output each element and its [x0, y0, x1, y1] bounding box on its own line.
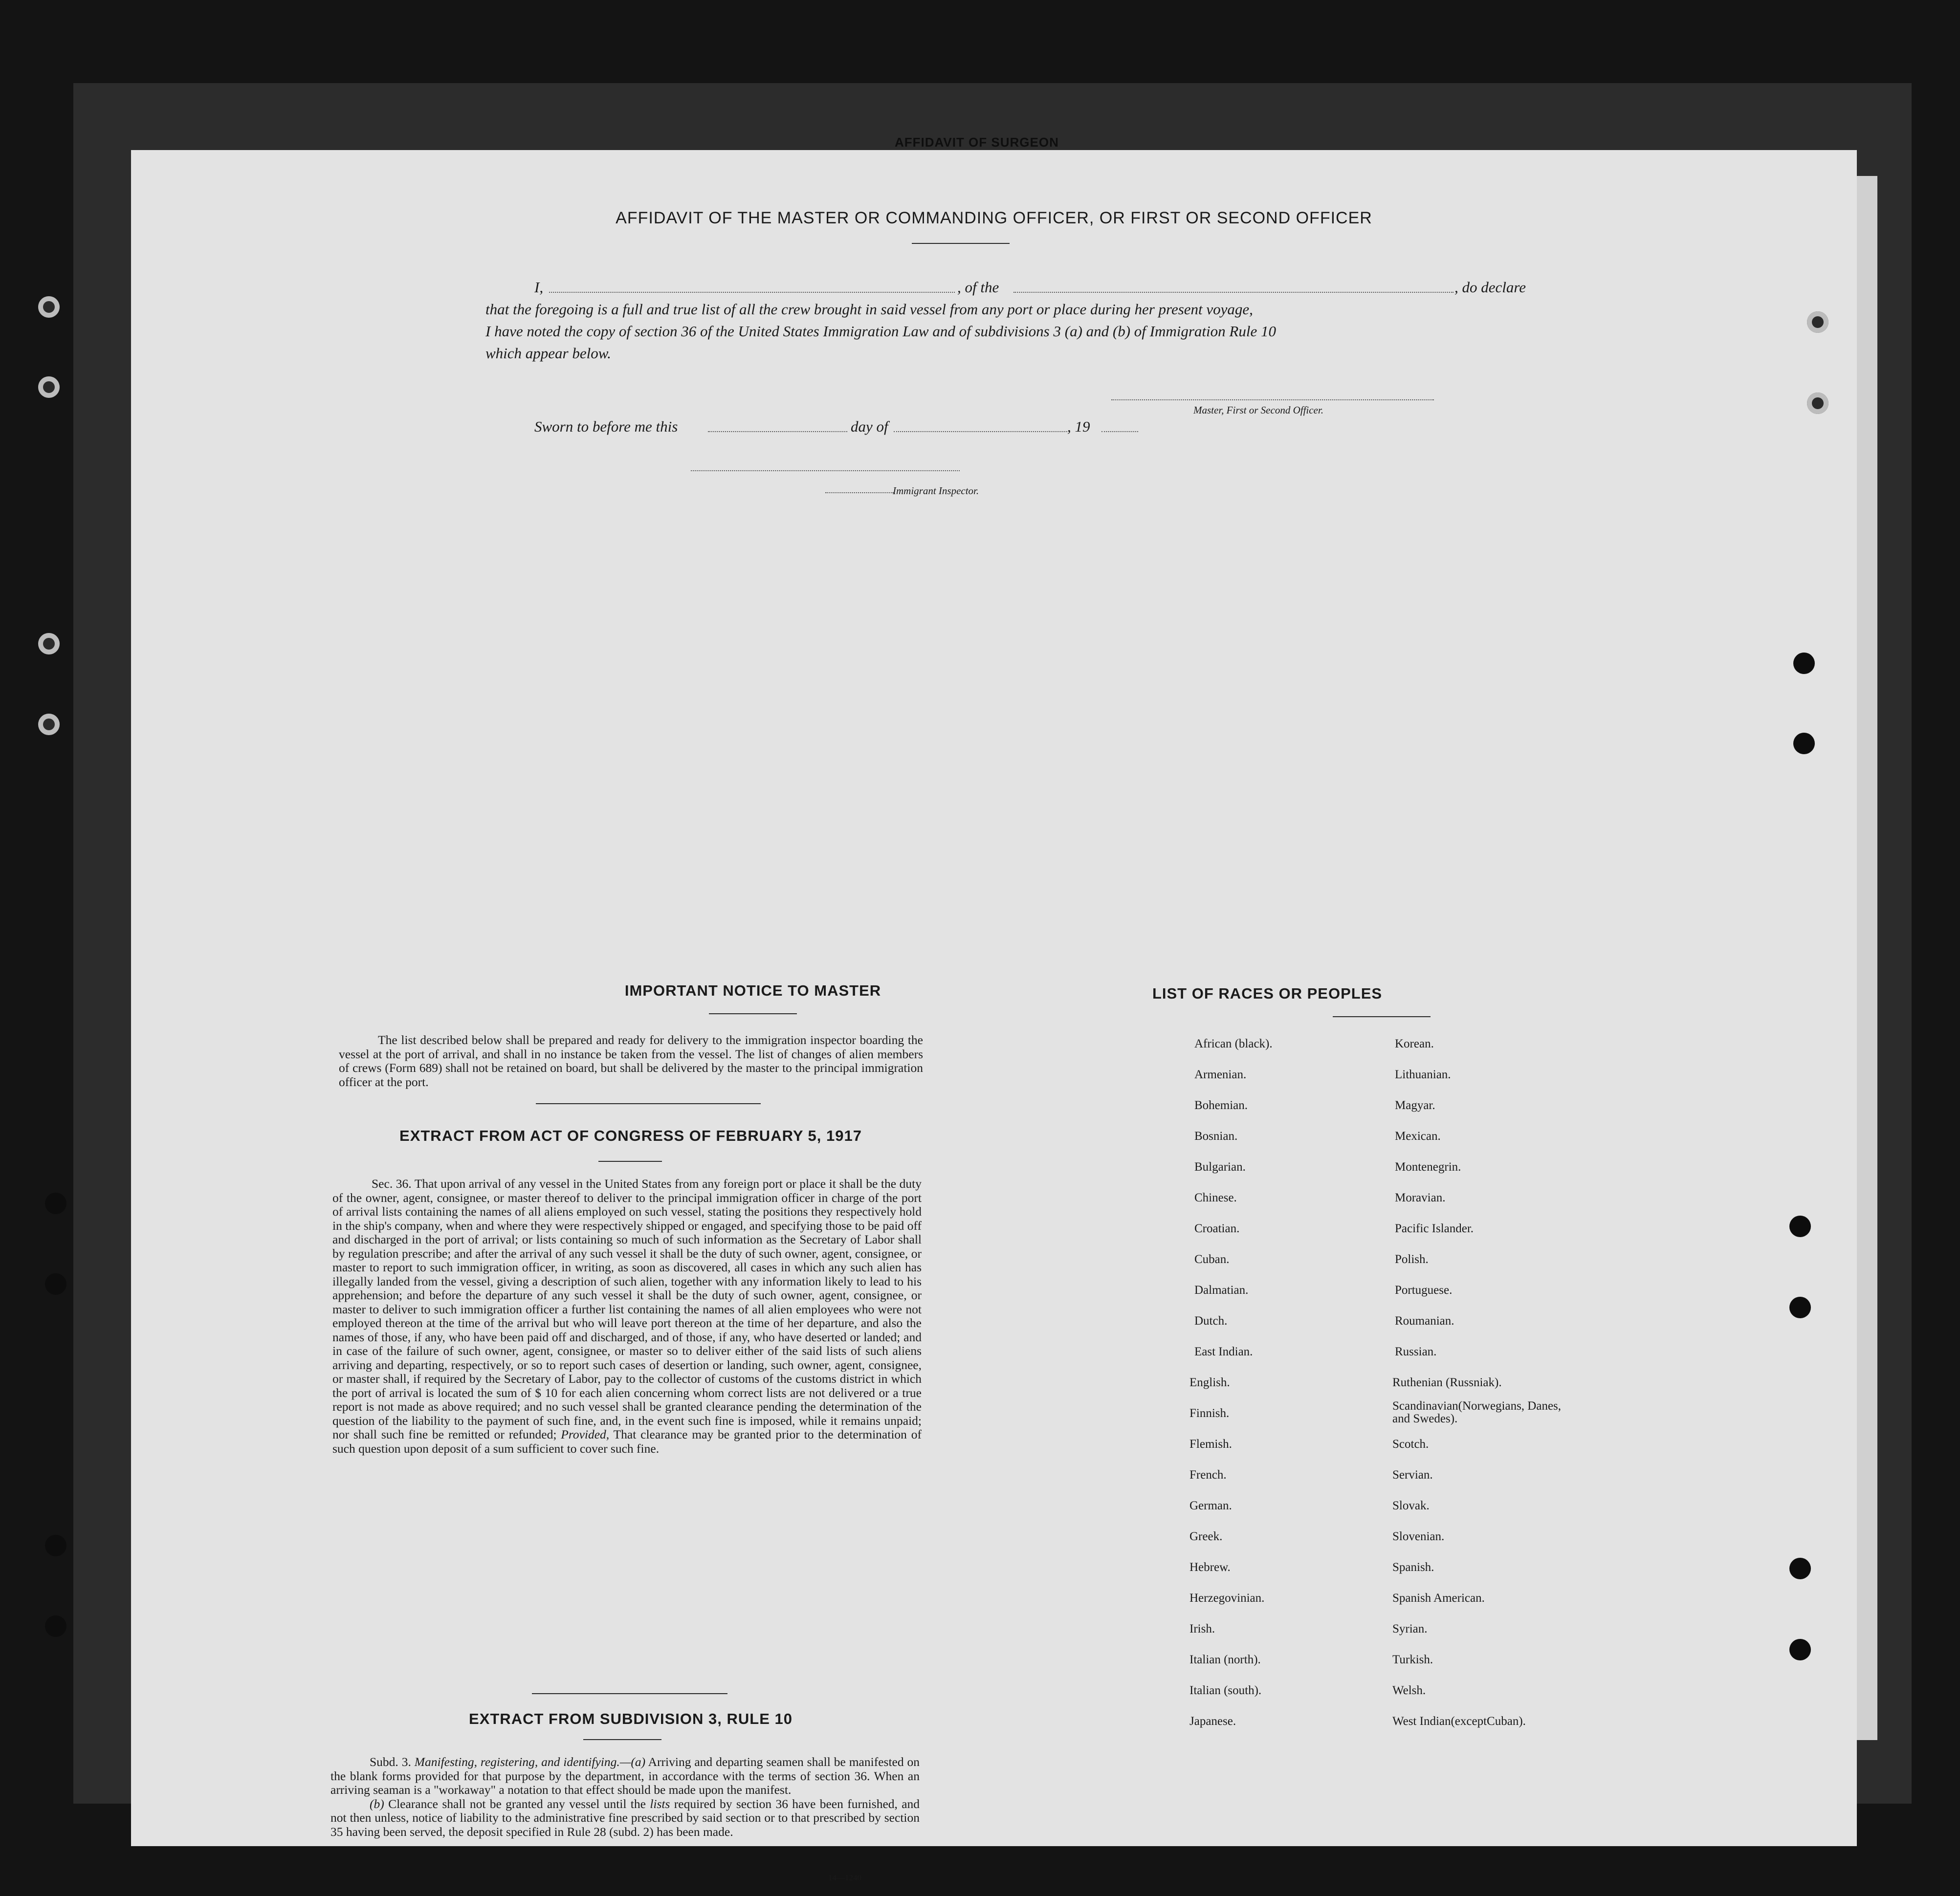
race-item: Portuguese. — [1395, 1284, 1453, 1297]
subd-label: Subd. 3. — [370, 1755, 411, 1769]
race-item: French. — [1189, 1468, 1227, 1482]
year-label: , 19 — [1067, 418, 1090, 435]
i-label: I, — [534, 279, 544, 296]
of-the-label: , of the — [957, 279, 999, 296]
race-item: Italian (south). — [1189, 1684, 1262, 1697]
race-item: Magyar. — [1395, 1099, 1435, 1112]
race-item: German. — [1189, 1499, 1232, 1512]
provided-label: Provided, — [561, 1427, 610, 1441]
race-item: Korean. — [1395, 1037, 1434, 1050]
race-item: Turkish. — [1392, 1653, 1433, 1666]
race-item: Bohemian. — [1194, 1099, 1248, 1112]
b-label: (b) — [370, 1796, 384, 1811]
races-title: LIST OF RACES OR PEOPLES — [1152, 985, 1383, 1002]
race-item: Cuban. — [1194, 1253, 1230, 1266]
notice-title: IMPORTANT NOTICE TO MASTER — [624, 982, 881, 999]
vessel-blank — [1013, 292, 1453, 293]
punch-hole — [1789, 1216, 1811, 1237]
notice-text — [339, 1033, 923, 1089]
day-of-label: day of — [851, 418, 888, 435]
race-item: Roumanian. — [1395, 1314, 1454, 1328]
affidavit-title: AFFIDAVIT OF THE MASTER OR COMMANDING OFFICER, OR FIRST OR SECOND OFFICER — [616, 209, 1372, 227]
punch-hole — [1789, 1297, 1811, 1318]
races-rule — [1333, 1016, 1431, 1017]
back-sheet-title: AFFIDAVIT OF SURGEON — [895, 135, 1059, 150]
punch-hole — [45, 1615, 66, 1637]
race-item: Bosnian. — [1194, 1130, 1238, 1143]
do-declare-label: , do declare — [1454, 279, 1526, 296]
rule-paragraph-a: Subd. 3. Manifesting, registering, and identifying.—(a) Arriving and departing seamen shall be manifested on the blank forms provided for that purpose by the department, in accordance with the terms of section 36. When an arriving seaman is a "workaway" a notation to that effect should be made upon the manifest. — [330, 1755, 920, 1797]
declaration-line-3: I have noted the copy of section 36 of the United States Immigration Law and of subdivisions 3 (a) and (b) of Immigration Rule 10 — [485, 323, 1276, 340]
act-extract-rule — [598, 1161, 662, 1162]
master-signature-line — [1111, 399, 1434, 400]
name-blank — [549, 292, 955, 293]
race-item: English. — [1189, 1376, 1230, 1389]
declaration-line-2: that the foregoing is a full and true list of all the crew brought in said vessel from any port or place during her present voyage, — [485, 301, 1253, 318]
act-extract-divider — [532, 1693, 727, 1694]
punch-hole — [1807, 311, 1828, 333]
race-item: Hebrew. — [1189, 1561, 1231, 1574]
race-item: African (black). — [1194, 1037, 1273, 1050]
race-item: Herzegovinian. — [1189, 1591, 1265, 1605]
subd-heading: Manifesting, registering, and identifying.—(a) — [414, 1755, 646, 1769]
race-item: Flemish. — [1189, 1438, 1232, 1451]
race-item: Japanese. — [1189, 1715, 1236, 1728]
race-item: Dutch. — [1194, 1314, 1228, 1328]
punch-hole — [45, 1193, 66, 1214]
notice-paragraph: The list described below shall be prepared and ready for delivery to the immigration inspector boarding the vessel at the port of arrival, and shall in no instance be taken from the vessel. The list of changes of alien members of crews (Form 689) shall not be retained on board, but shall be delivered by the master to the principal immigration officer at the port. — [339, 1033, 923, 1089]
rule-paragraph-b: (b) Clearance shall not be granted any vessel until the lists required by section 36 have been furnished, and not then unless, notice of liability to the administrative fine prescribed by said section or to that prescribed by section 35 having been served, the deposit specified in Rule 28 (subd. 2) has been made. — [330, 1796, 920, 1839]
day-blank — [708, 431, 847, 432]
punch-hole — [38, 714, 60, 735]
inspector-label: Immigrant Inspector. — [893, 485, 979, 497]
race-item: Spanish. — [1392, 1561, 1434, 1574]
race-item: Irish. — [1189, 1622, 1215, 1635]
act-extract-paragraph: Sec. 36. That upon arrival of any vessel in the United States from any foreign port or place it shall be the duty of the owner, agent, consignee, or master thereof to deliver to the principal immigration officer in charge of the port of arrival lists containing the names of all aliens employed on such vessel, stating the positions they respectively hold in the ship's company, when and where they were respectively shipped or engaged, and specifying those to be paid off and discharged in the port of arrival; or lists containing so much of such information as the Secretary of Labor shall by regulation prescribe; and after the arrival of any such vessel it shall be the duty of such owner, agent, consignee, or master to report to such immigration officer, in writing, as soon as discovered, all cases in which any such alien has illegally landed from the vessel, giving a description of such alien, together with any information likely to lead to his apprehension; and before the departure of any such vessel it shall be the duty of such owner, agent, consignee, or master to deliver to such immigration officer a further list containing the names of all alien employees who were not employed thereon at the time of the arrival but who will leave port thereon at the time of her departure, and also the names of those, if any, who have been paid off and discharged, and of those, if any, who have deserted or landed; and in case of the failure of such owner, agent, consignee, or master so to deliver either of the said lists of such aliens arriving and departing, respectively, or so to report such cases of desertion or landing, such owner, agent, consignee, or master shall, if required by the Secretary of Labor, pay to the collector of customs of the customs district in which the port of arrival is located the sum of $ 10 for each alien concerning whom correct lists are not delivered or a true report is not made as above required; and no such vessel shall be granted clearance pending the determination of the question of the liability to the payment of such fine, and, in the event such fine is imposed, while it remains unpaid; nor shall such fine be remitted or refunded; Provided, That clearance may be granted prior to the determination of such question upon deposit of a sum sufficient to cover such fine. — [332, 1177, 922, 1456]
notice-divider — [536, 1103, 761, 1104]
race-item: Italian (north). — [1189, 1653, 1261, 1666]
race-item: Syrian. — [1392, 1622, 1428, 1635]
race-item: Russian. — [1395, 1345, 1437, 1358]
sworn-label: Sworn to before me this — [534, 418, 678, 435]
act-extract-text — [332, 1177, 922, 1456]
race-item: Lithuanian. — [1395, 1068, 1451, 1081]
year-blank — [1101, 431, 1138, 432]
inspector-short-line — [825, 492, 894, 493]
punch-hole — [1807, 392, 1828, 414]
race-item: Ruthenian (Russniak). — [1392, 1376, 1502, 1389]
race-item: East Indian. — [1194, 1345, 1253, 1358]
punch-hole — [38, 296, 60, 318]
race-item: Slovenian. — [1392, 1530, 1445, 1543]
race-item: Armenian. — [1194, 1068, 1247, 1081]
race-item: Welsh. — [1392, 1684, 1426, 1697]
inspector-signature-line — [691, 470, 960, 471]
race-item: Croatian. — [1194, 1222, 1240, 1235]
month-blank — [894, 431, 1067, 432]
title-rule — [912, 243, 1010, 244]
master-signature-label: Master, First or Second Officer. — [1193, 404, 1323, 416]
punch-hole — [38, 633, 60, 654]
declaration-line-1 — [534, 276, 1586, 298]
race-item: Chinese. — [1194, 1191, 1237, 1204]
race-item: Moravian. — [1395, 1191, 1446, 1204]
rule-extract-title: EXTRACT FROM SUBDIVISION 3, RULE 10 — [469, 1710, 793, 1727]
punch-hole — [1793, 733, 1815, 754]
rule-extract-rule — [583, 1739, 661, 1740]
race-item: Polish. — [1395, 1253, 1429, 1266]
punch-hole — [38, 376, 60, 398]
rule-extract-text — [330, 1755, 920, 1839]
affidavit-page — [131, 150, 1857, 1882]
act-extract-title: EXTRACT FROM ACT OF CONGRESS OF FEBRUARY 5, 1917 — [399, 1127, 862, 1144]
race-item: Servian. — [1392, 1468, 1433, 1482]
race-item: Pacific Islander. — [1395, 1222, 1474, 1235]
notice-rule — [709, 1013, 797, 1014]
declaration-line-4: which appear below. — [485, 345, 611, 362]
race-item: Finnish. — [1189, 1407, 1230, 1420]
race-item: Bulgarian. — [1194, 1160, 1246, 1174]
form-number: 14—1240 — [828, 1873, 861, 1882]
race-item: Dalmatian. — [1194, 1284, 1249, 1297]
punch-hole — [45, 1273, 66, 1295]
race-item: West Indian(exceptCuban). — [1392, 1715, 1526, 1728]
race-item: Montenegrin. — [1395, 1160, 1461, 1174]
punch-hole — [45, 1535, 66, 1556]
race-item: Slovak. — [1392, 1499, 1430, 1512]
punch-hole — [1793, 653, 1815, 674]
race-item: Spanish American. — [1392, 1591, 1485, 1605]
race-item: Greek. — [1189, 1530, 1223, 1543]
sec-label: Sec. 36. — [372, 1177, 412, 1191]
punch-hole — [1789, 1558, 1811, 1579]
punch-hole — [1789, 1639, 1811, 1660]
race-item: Scandinavian(Norwegians, Danes, and Swedes). — [1392, 1399, 1562, 1425]
sworn-line — [534, 415, 1170, 437]
race-item: Scotch. — [1392, 1438, 1429, 1451]
race-item: Mexican. — [1395, 1130, 1441, 1143]
